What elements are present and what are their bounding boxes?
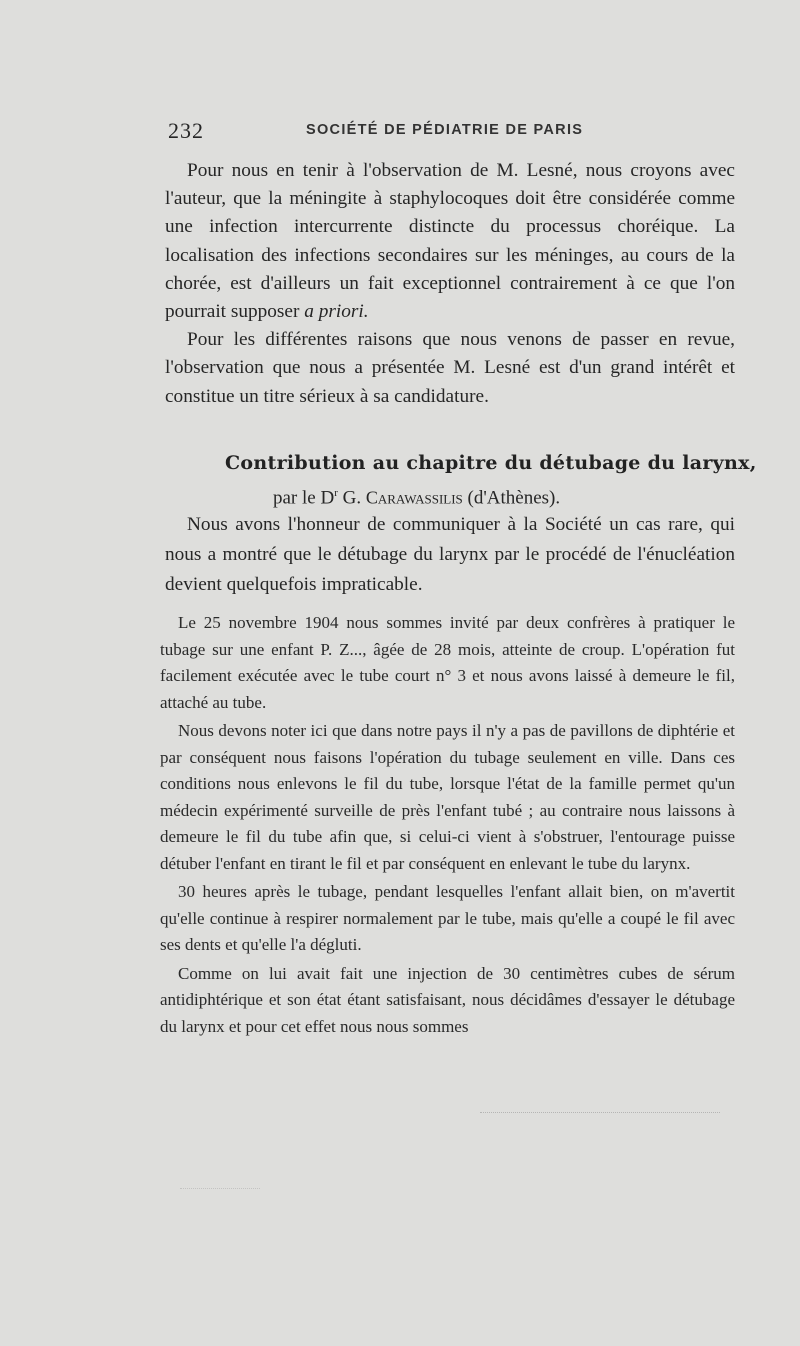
summary-paragraph: Nous avons l'honneur de communiquer à la Société un cas rare, qui nous a montré que le détubage du larynx par le procédé de l'énucléation devient quelquefois impraticable.	[165, 514, 735, 595]
case-paragraph: 30 heures après le tubage, pendant lesquelles l'enfant allait bien, on m'avertit qu'elle continue à respirer normalement par le tube, mais qu'elle a coupé le fil avec ses dents et qu'elle l'a dégluti.	[160, 882, 735, 954]
case-paragraph: Le 25 novembre 1904 nous sommes invité par deux confrères à pratiquer le tubage sur une enfant P. Z..., âgée de 28 mois, atteinte de croup. L'opération fut facilement exécutée avec le tube court n° 3 et nous avons laissé à demeure le fil, attaché au tube.	[160, 613, 735, 712]
case-report	[160, 610, 735, 1040]
italic-phrase: a priori.	[304, 301, 369, 323]
scan-artifact	[180, 1188, 260, 1193]
running-header	[168, 118, 728, 148]
running-title: SOCIÉTÉ DE PÉDIATRIE DE PARIS	[306, 122, 584, 138]
scan-artifact	[480, 1112, 720, 1123]
intro-paragraph: Pour les différentes raisons que nous venons de passer en revue, l'observation que nous a présentée M. Lesné est d'un grand intérêt et constitue un titre sérieux à sa candidature.	[165, 329, 735, 407]
summary-text	[165, 510, 735, 600]
intro-paragraph: Pour nous en tenir à l'observation de M. Lesné, nous croyons avec l'auteur, que la méningite à staphylocoques doit être considérée comme une infection intercurrente distincte du processus choréique. La localisation des infections secondaires sur les méninges, au cours de la chorée, est d'ailleurs un fait exceptionnel contrairement à ce que l'on pourrait supposer a priori.	[165, 160, 735, 323]
case-paragraph: Nous devons noter ici que dans notre pays il n'y a pas de pavillons de diphtérie et par conséquent nous faisons l'opération du tubage seulement en ville. Dans ces conditions nous enlevons le fil du tube, lorsque l'état de la famille permet qu'un médecin expérimenté surveille de près l'enfant tubé ; au contraire nous laissons à demeure le fil du tube afin que, si celui-ci vient à s'obstruer, l'entourage puisse détuber l'enfant en tirant le fil et par conséquent en enlevant le tube du larynx.	[160, 721, 735, 873]
page-number: 232	[168, 118, 204, 143]
intro-text	[165, 157, 735, 411]
case-paragraph: Comme on lui avait fait une injection de 30 centimètres cubes de sérum antidiphtérique et son état étant satisfaisant, nous décidâmes d'essayer le détubage du larynx et pour cet effet nous nous sommes	[160, 963, 735, 1036]
author-name: Carawassilis	[365, 487, 463, 508]
article-title: Contribution au chapitre du détubage du larynx,	[225, 452, 757, 474]
article-byline: par le $D^r$ G. Carawassilis (d'Athènes).	[273, 487, 561, 509]
